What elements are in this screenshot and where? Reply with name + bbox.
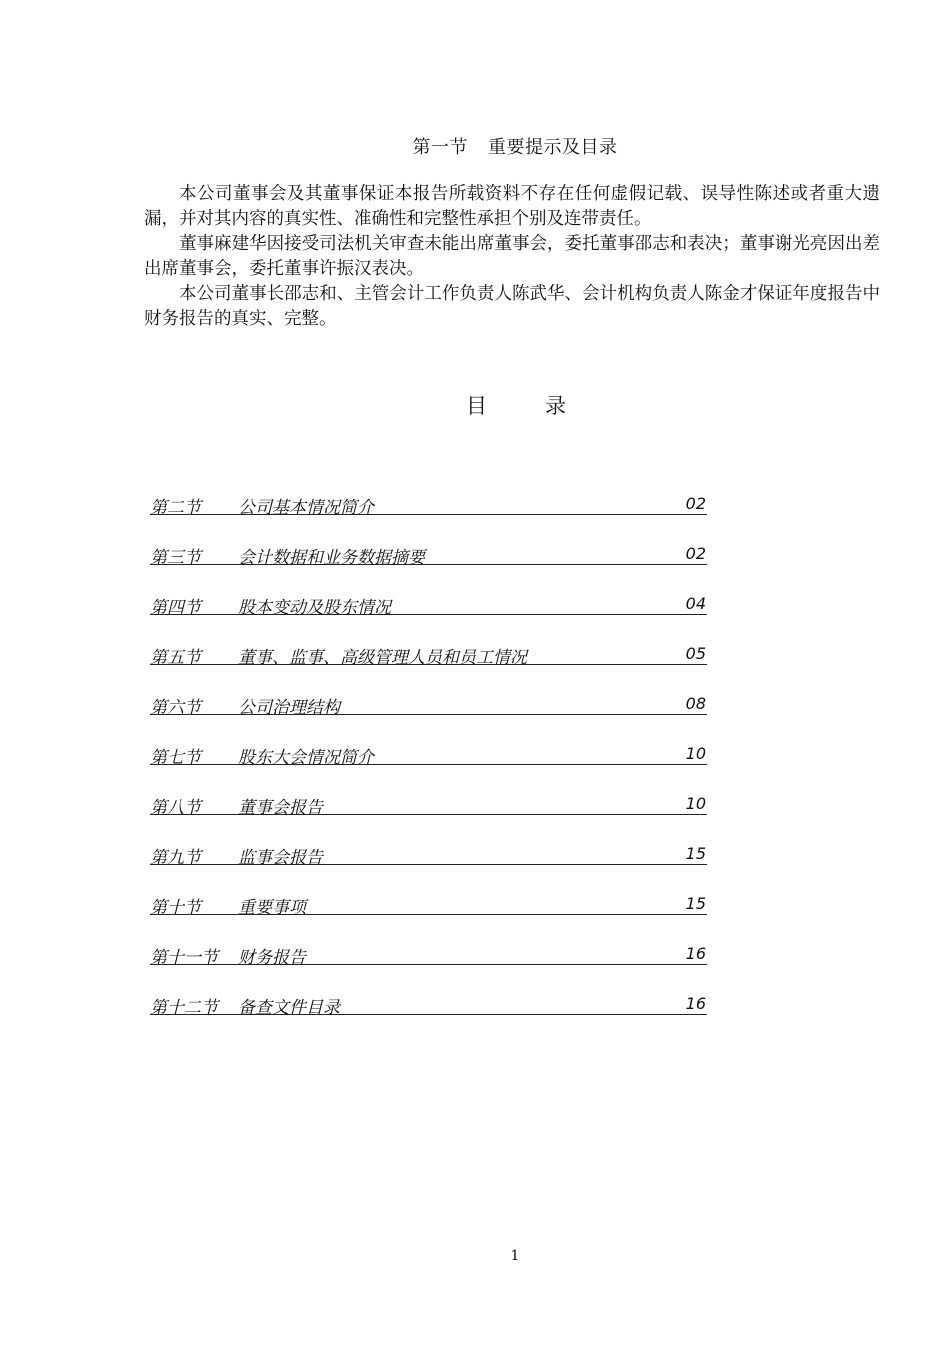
toc-page-number: 04 <box>685 594 706 613</box>
toc-page-number: 10 <box>685 794 706 813</box>
toc-title: 股本变动及股东情况 <box>238 598 391 618</box>
toc-entry[interactable] <box>150 792 707 842</box>
toc-page-number: 02 <box>685 494 706 513</box>
toc-entry[interactable] <box>150 842 707 892</box>
toc-underline <box>150 964 707 965</box>
section-title-number: 第一节 <box>412 137 468 158</box>
toc-underline <box>150 514 707 515</box>
toc-title: 股东大会情况简介 <box>238 748 374 768</box>
page-number: 1 <box>510 1248 520 1264</box>
toc-section: 第二节 <box>150 498 201 518</box>
toc-page-number: 15 <box>685 894 706 913</box>
toc-title: 董事会报告 <box>238 798 323 818</box>
section-title-name: 重要提示及目录 <box>488 137 618 158</box>
toc-entry[interactable] <box>150 492 707 542</box>
toc-page-number: 08 <box>685 694 706 713</box>
toc-page-number: 16 <box>685 994 706 1013</box>
toc-title: 董事、监事、高级管理人员和员工情况 <box>238 648 527 668</box>
toc-page-number: 05 <box>685 644 706 663</box>
toc-underline <box>150 914 707 915</box>
toc-underline <box>150 764 707 765</box>
toc-title: 重要事项 <box>238 898 306 918</box>
toc-section: 第五节 <box>150 648 201 668</box>
toc-heading-char: 录 <box>545 394 566 418</box>
toc-page-number: 10 <box>685 744 706 763</box>
toc-underline <box>150 1014 707 1015</box>
toc-entry[interactable] <box>150 742 707 792</box>
intro-paragraph: 本公司董事长邵志和、主管会计工作负责人陈武华、会计机构负责人陈金才保证年度报告中财务报告的真实、完整。 <box>144 284 880 329</box>
toc-entry[interactable] <box>150 692 707 742</box>
toc-section: 第十节 <box>150 898 201 918</box>
toc-entry[interactable] <box>150 892 707 942</box>
intro-block <box>144 182 880 332</box>
toc-heading-char: 目 <box>466 394 487 418</box>
table-of-contents <box>150 492 707 1042</box>
toc-underline <box>150 814 707 815</box>
toc-title: 会计数据和业务数据摘要 <box>238 548 425 568</box>
toc-title: 监事会报告 <box>238 848 323 868</box>
toc-underline <box>150 714 707 715</box>
toc-title: 备查文件目录 <box>238 998 340 1018</box>
toc-section: 第十二节 <box>150 998 218 1018</box>
intro-paragraph: 董事麻建华因接受司法机关审查未能出席董事会，委托董事邵志和表决；董事谢光亮因出差出席董事会，委托董事许振汉表决。 <box>144 234 880 279</box>
toc-title: 公司基本情况简介 <box>238 498 374 518</box>
toc-entry[interactable] <box>150 642 707 692</box>
toc-page-number: 15 <box>685 844 706 863</box>
toc-entry[interactable] <box>150 542 707 592</box>
toc-section: 第三节 <box>150 548 201 568</box>
toc-underline <box>150 564 707 565</box>
toc-underline <box>150 864 707 865</box>
toc-section: 第四节 <box>150 598 201 618</box>
toc-page-number: 02 <box>685 544 706 563</box>
toc-underline <box>150 614 707 615</box>
toc-page-number: 16 <box>685 944 706 963</box>
toc-section: 第十一节 <box>150 948 218 968</box>
toc-section: 第八节 <box>150 798 201 818</box>
toc-heading <box>466 390 566 420</box>
toc-title: 公司治理结构 <box>238 698 340 718</box>
intro-paragraph: 本公司董事会及其董事保证本报告所载资料不存在任何虚假记载、误导性陈述或者重大遗漏，并对其内容的真实性、准确性和完整性承担个别及连带责任。 <box>144 184 880 229</box>
toc-section: 第九节 <box>150 848 201 868</box>
toc-title: 财务报告 <box>238 948 306 968</box>
toc-entry[interactable] <box>150 942 707 992</box>
toc-section: 第七节 <box>150 748 201 768</box>
toc-underline <box>150 664 707 665</box>
toc-section: 第六节 <box>150 698 201 718</box>
toc-entry[interactable] <box>150 992 707 1042</box>
toc-entry[interactable] <box>150 592 707 642</box>
section-title <box>0 133 950 159</box>
